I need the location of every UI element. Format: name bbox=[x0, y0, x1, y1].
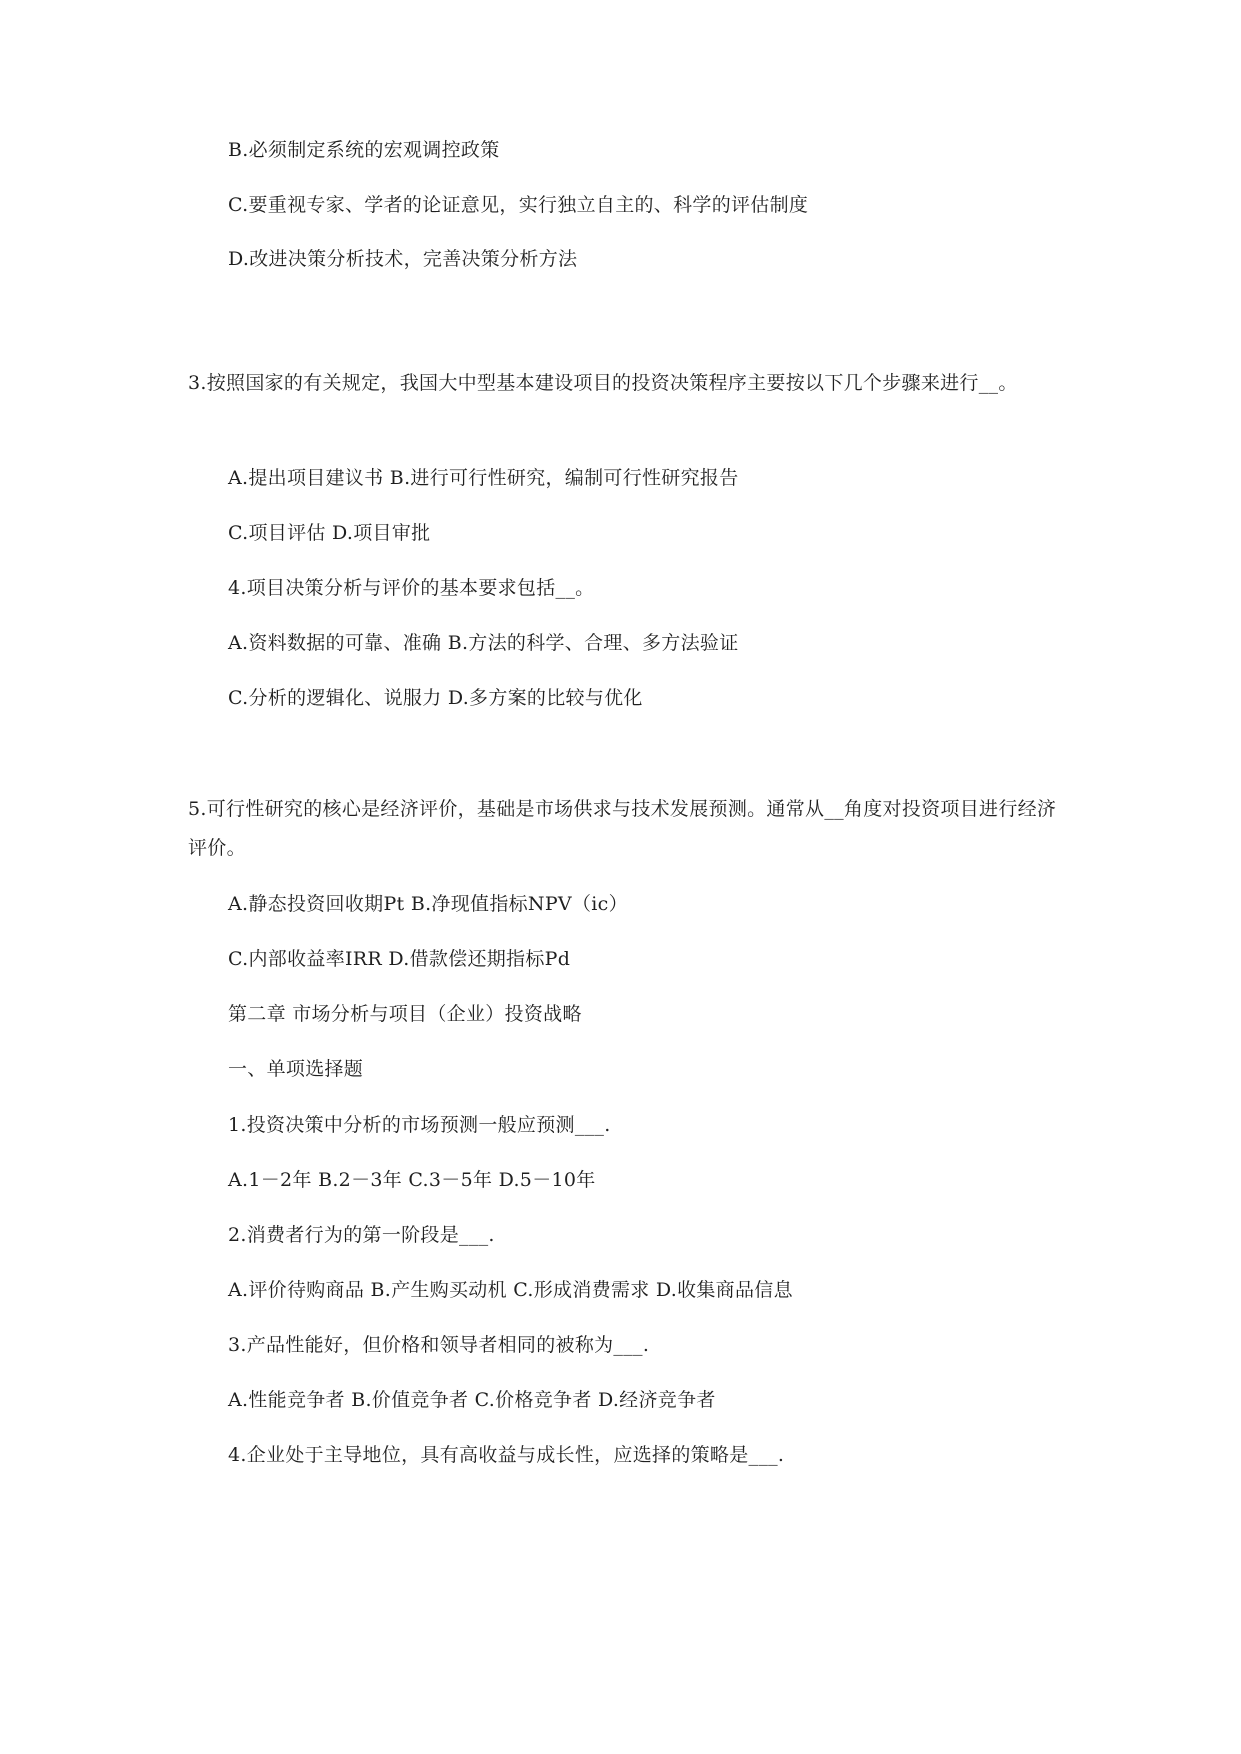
question-line: 3.产品性能好，但价格和领导者相同的被称为___. bbox=[228, 1334, 650, 1356]
option-line: C.项目评估 D.项目审批 bbox=[228, 522, 431, 544]
question-line: 4.企业处于主导地位，具有高收益与成长性，应选择的策略是___. bbox=[228, 1444, 785, 1466]
option-line: A.评价待购商品 B.产生购买动机 C.形成消费需求 D.收集商品信息 bbox=[228, 1279, 793, 1301]
question-line: 1.投资决策中分析的市场预测一般应预测___. bbox=[228, 1114, 611, 1136]
question-5: 5.可行性研究的核心是经济评价，基础是市场供求与技术发展预测。通常从__角度对投资项目进行经济评价。 bbox=[188, 798, 1057, 859]
option-line: A.1－2年 B.2－3年 C.3－5年 D.5－10年 bbox=[228, 1169, 596, 1191]
option-line: B.必须制定系统的宏观调控政策 bbox=[228, 139, 500, 161]
option-line: A.静态投资回收期Pt B.净现值指标NPV（ic） bbox=[228, 893, 628, 915]
option-line: A.资料数据的可靠、准确 B.方法的科学、合理、多方法验证 bbox=[228, 632, 739, 654]
option-line: A.性能竞争者 B.价值竞争者 C.价格竞争者 D.经济竞争者 bbox=[228, 1389, 716, 1411]
question-3: 3.按照国家的有关规定，我国大中型基本建设项目的投资决策程序主要按以下几个步骤来进行__。 bbox=[188, 372, 1018, 394]
question-line: 2.消费者行为的第一阶段是___. bbox=[228, 1224, 495, 1246]
chapter-heading: 第二章 市场分析与项目（企业）投资战略 bbox=[228, 1003, 582, 1025]
option-line: C.分析的逻辑化、说服力 D.多方案的比较与优化 bbox=[228, 687, 643, 709]
question-4: 4.项目决策分析与评价的基本要求包括__。 bbox=[228, 577, 595, 599]
section-heading: 一、单项选择题 bbox=[228, 1058, 364, 1080]
option-line: A.提出项目建议书 B.进行可行性研究，编制可行性研究报告 bbox=[228, 467, 739, 489]
option-line: C.内部收益率IRR D.借款偿还期指标Pd bbox=[228, 948, 571, 970]
option-line: C.要重视专家、学者的论证意见，实行独立自主的、科学的评估制度 bbox=[228, 194, 809, 216]
option-line: D.改进决策分析技术，完善决策分析方法 bbox=[228, 248, 578, 270]
